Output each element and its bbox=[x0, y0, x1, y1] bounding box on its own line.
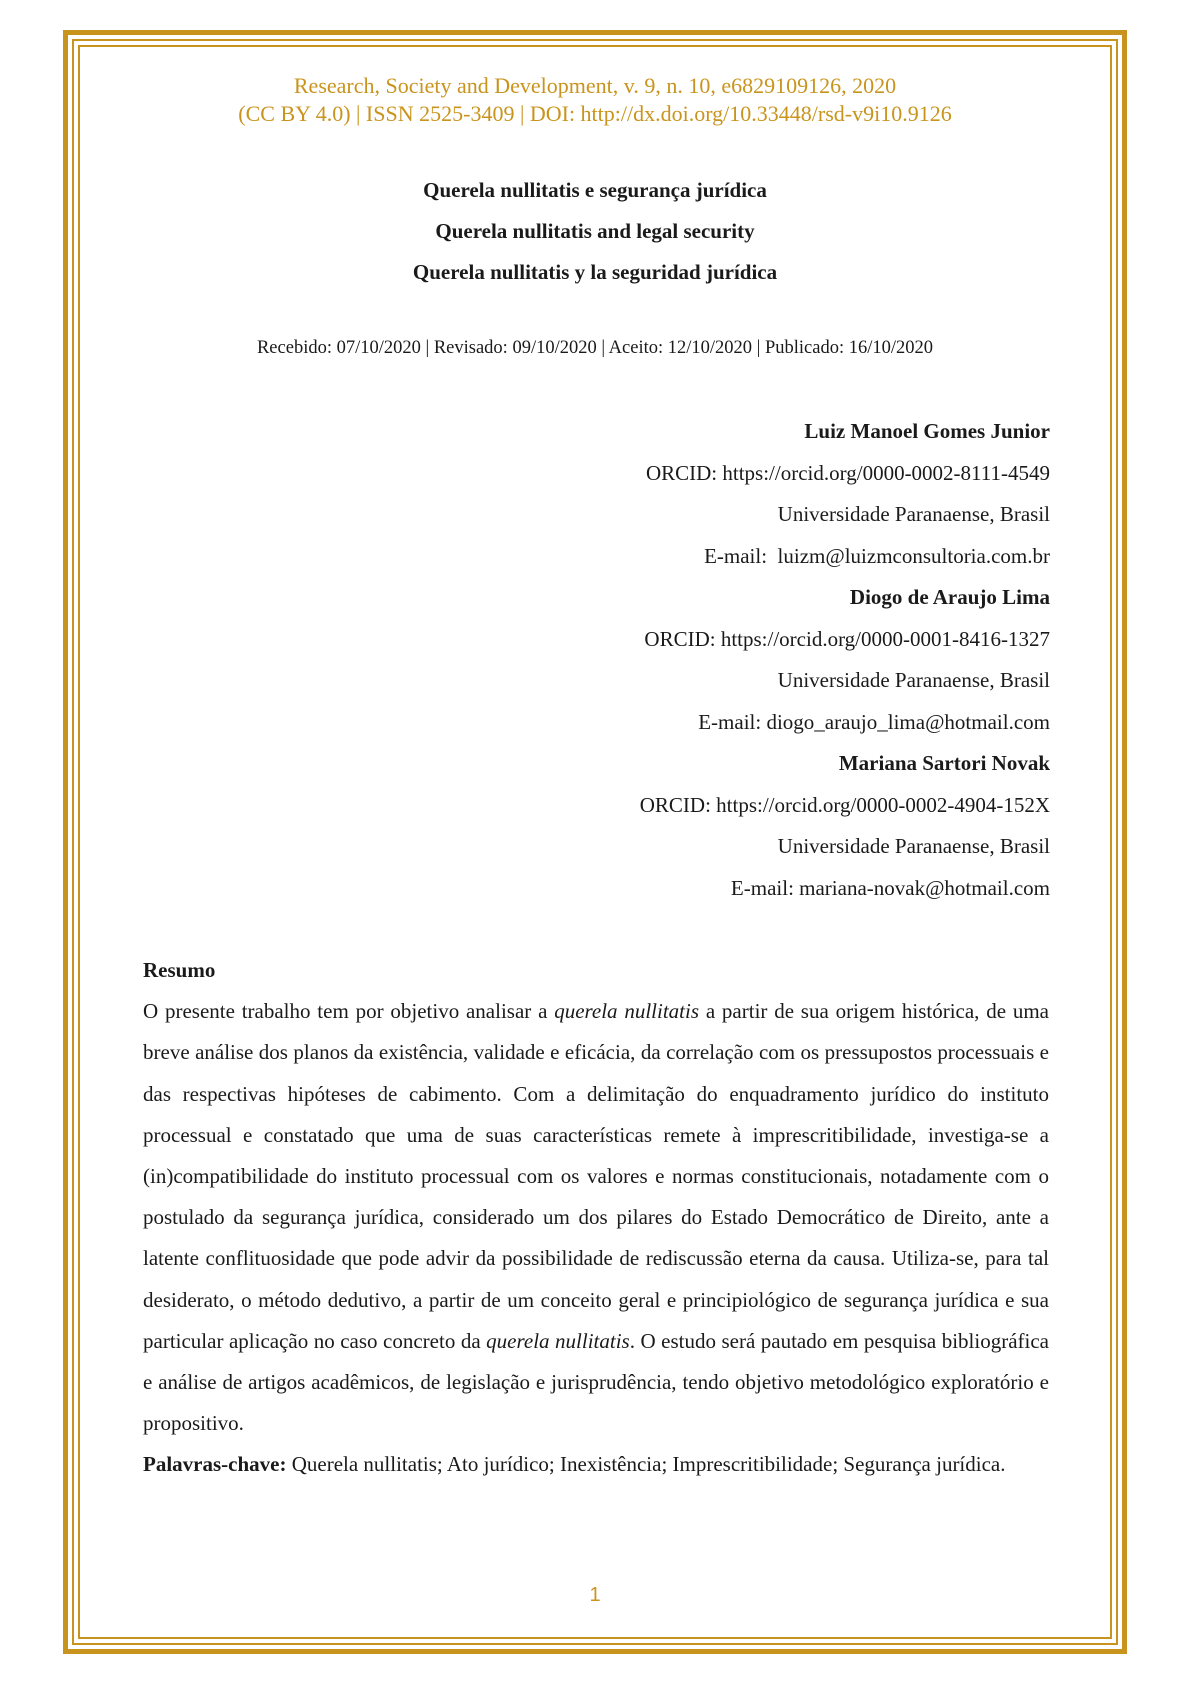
author-list bbox=[640, 411, 1050, 909]
author-orcid: ORCID: https://orcid.org/0000-0002-4904-152X bbox=[639, 792, 1050, 817]
title-portuguese: Querela nullitatis e segurança jurídica bbox=[423, 178, 767, 202]
author-block bbox=[640, 577, 1050, 743]
title-english: Querela nullitatis and legal security bbox=[435, 219, 755, 243]
author-block bbox=[640, 743, 1050, 909]
abstract-section bbox=[143, 950, 1049, 1486]
journal-header bbox=[0, 72, 1190, 128]
abstract-text: . O estudo será pautado em pesquisa bibliográfica e análise de artigos acadêmicos, de legislação e jurisprudência, tendo objetivo metodológico exploratório e propositivo. bbox=[143, 1328, 1050, 1436]
title-spanish: Querela nullitatis y la seguridad jurídica bbox=[412, 260, 778, 284]
journal-citation: Research, Society and Development, v. 9, n. 10, e6829109126, 2020 bbox=[293, 73, 897, 98]
article-titles bbox=[0, 170, 1190, 293]
author-block bbox=[640, 411, 1050, 577]
abstract-heading: Resumo bbox=[143, 958, 216, 982]
abstract-italic-term: querela nullitatis bbox=[554, 999, 700, 1024]
publication-dates: Recebido: 07/10/2020 | Revisado: 09/10/2020 | Aceito: 12/10/2020 | Publicado: 16/10/2020 bbox=[256, 338, 934, 358]
keywords bbox=[143, 1444, 1049, 1485]
author-name: Luiz Manoel Gomes Junior bbox=[804, 419, 1050, 443]
author-email: E-mail: diogo_araujo_lima@hotmail.com bbox=[698, 709, 1050, 734]
keywords-label: Palavras-chave: bbox=[143, 1452, 287, 1477]
author-affiliation: Universidade Paranaense, Brasil bbox=[777, 834, 1050, 858]
abstract-body bbox=[143, 991, 1049, 1444]
journal-license-doi: (CC BY 4.0) | ISSN 2525-3409 | DOI: http://dx.doi.org/10.33448/rsd-v9i10.9126 bbox=[238, 101, 952, 126]
author-name: Mariana Sartori Novak bbox=[838, 751, 1050, 775]
abstract-text: a partir de sua origem histórica, de uma breve análise dos planos da existência, validade e eficácia, da correlação com os pressupostos processuais e das respectivas hipóteses de cabimento. Com a delimitação do enquadramento jurídico do instituto processual e constatado que uma de suas características remete à imprescritibilidade, investiga-se a (in)compatibilidade do instituto processual com os valores e normas constitucionais, notadamente com o postulado da segurança jurídica, considerado um dos pilares do Estado Democrático de Direito, ante a latente conflituosidade que pode advir da possibilidade de rediscussão eterna da causa. Utiliza-se, para tal desiderato, o método dedutivo, a partir de um conceito geral e principiológico de segurança jurídica e sua particular aplicação no caso concreto da bbox=[143, 999, 1049, 1353]
author-email: E-mail: luizm@luizmconsultoria.com.br bbox=[704, 543, 1050, 568]
author-email: E-mail: mariana-novak@hotmail.com bbox=[730, 875, 1050, 900]
abstract-text: O presente trabalho tem por objetivo analisar a bbox=[143, 999, 555, 1024]
author-orcid: ORCID: https://orcid.org/0000-0002-8111-4549 bbox=[645, 460, 1050, 485]
keywords-text: Querela nullitatis; Ato jurídico; Inexistência; Imprescritibilidade; Segurança jurídica. bbox=[286, 1452, 1006, 1477]
author-affiliation: Universidade Paranaense, Brasil bbox=[777, 502, 1050, 526]
author-affiliation: Universidade Paranaense, Brasil bbox=[777, 668, 1050, 692]
page-number: 1 bbox=[589, 1584, 601, 1606]
author-name: Diogo de Araujo Lima bbox=[849, 585, 1050, 609]
abstract-italic-term: querela nullitatis bbox=[486, 1328, 630, 1353]
author-orcid: ORCID: https://orcid.org/0000-0001-8416-1327 bbox=[644, 626, 1050, 651]
